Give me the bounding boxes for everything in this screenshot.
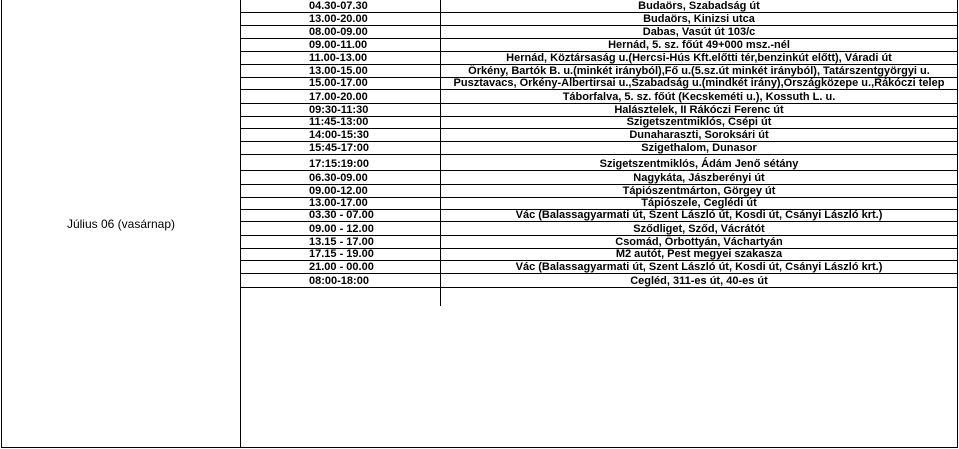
time-text: 08.00-09.00	[309, 26, 368, 38]
time-cell	[241, 117, 440, 129]
time-text: 11:45-13:00	[309, 117, 369, 128]
location-cell	[441, 129, 957, 142]
location-text: Cegléd, 311-es út, 40-es út	[630, 275, 768, 287]
location-cell	[441, 52, 957, 65]
location-cell	[441, 78, 957, 90]
location-cell	[441, 236, 957, 249]
time-text: 09.00-11.00	[309, 39, 368, 51]
time-cell	[241, 78, 440, 90]
time-text: 14:00-15:30	[309, 129, 369, 141]
location-cell	[441, 117, 957, 129]
time-cell	[241, 155, 440, 171]
location-text: Pusztavacs, Örkény-Albertirsai u.,Szabadság u.(mindkét irány),Országközepe u.,Rákóczi telep	[453, 78, 945, 89]
time-text: 11.00-13.00	[309, 52, 368, 64]
date-label: Július 06 (vasárnap)	[66, 216, 176, 231]
time-cell	[241, 39, 440, 52]
location-cell	[441, 185, 957, 198]
time-cell	[241, 104, 440, 117]
time-cell	[241, 261, 440, 274]
time-text: 03.30 - 07.00	[309, 210, 374, 221]
time-cell	[241, 13, 440, 26]
time-cell	[241, 171, 440, 185]
time-column	[241, 0, 441, 306]
location-text: Táborfalva, 5. sz. főút (Kecskeméti u.), Kossuth L. u.	[562, 91, 836, 103]
time-text: 21.00 - 00.00	[309, 261, 374, 273]
time-cell	[241, 185, 440, 198]
time-cell	[241, 198, 440, 210]
location-cell	[441, 249, 957, 261]
location-text: Tápiószentmárton, Görgey út	[622, 185, 776, 197]
location-cell	[441, 155, 957, 171]
location-cell	[441, 274, 957, 288]
location-text: Vác (Balassagyarmati út, Szent László út, Kosdi út, Csányi László krt.)	[515, 210, 883, 221]
location-cell	[441, 142, 957, 155]
location-text: Dunaharaszti, Soroksári út	[629, 129, 769, 141]
time-text: 09.00 - 12.00	[309, 223, 374, 235]
location-text: Nagykáta, Jászberényi út	[633, 172, 765, 184]
time-cell	[241, 52, 440, 65]
time-text: 04.30-07.30	[309, 0, 368, 12]
time-text: 09.00-12.00	[309, 185, 368, 197]
location-text: Hernád, Köztársaság u.(Hercsi-Hús Kft.előtti tér,benzinkút előtt), Váradi út	[506, 52, 892, 64]
location-text: Szigetszentmiklós, Ádám Jenő sétány	[599, 158, 799, 170]
time-text: 17:15:19:00	[309, 158, 369, 170]
location-text: Vác (Balassagyarmati út, Szent László út, Kosdi út, Csányi László krt.)	[515, 261, 883, 273]
location-cell	[441, 13, 957, 26]
location-text: Örkény, Bartók B. u.(minkét irányból),Fő u.(5.sz.út minkét irányból), Tatárszentgyörgyi u.	[468, 65, 930, 77]
location-text: Halásztelek, II Rákóczi Ferenc út	[614, 104, 784, 116]
location-cell	[441, 171, 957, 185]
location-text: Budaörs, Kinizsi utca	[643, 13, 755, 25]
location-text: Budaörs, Szabadság út	[638, 0, 760, 12]
time-cell	[241, 222, 440, 236]
location-text: Szigethalom, Dunasor	[641, 142, 757, 154]
time-cell	[241, 249, 440, 261]
location-text: Hernád, 5. sz. főút 49+000 msz.-nél	[608, 39, 790, 51]
table-border	[241, 447, 958, 448]
time-text: 13.15 - 17.00	[309, 236, 374, 248]
time-text: 08:00-18:00	[309, 275, 369, 287]
time-text: 15.00-17.00	[309, 78, 368, 89]
location-cell	[441, 39, 957, 52]
time-cell	[241, 0, 440, 13]
location-text: Szigetszentmiklós, Csépi út	[626, 117, 772, 128]
location-text: M2 autót, Pest megyei szakasza	[615, 249, 783, 260]
time-text: 13.00-17.00	[309, 198, 368, 209]
location-text: Tápiószele, Ceglédi út	[641, 198, 757, 209]
time-text: 13.00-20.00	[309, 13, 368, 25]
time-cell	[241, 90, 440, 104]
location-cell	[441, 65, 957, 78]
location-cell	[441, 26, 957, 39]
time-text: 13.00-15.00	[309, 65, 368, 77]
location-column	[441, 0, 958, 306]
table-border	[957, 306, 958, 448]
time-text: 06.30-09.00	[309, 172, 368, 184]
location-text: Csomád, Őrbottyán, Váchartyán	[615, 236, 783, 248]
location-cell	[441, 198, 957, 210]
location-cell	[441, 90, 957, 104]
time-cell	[241, 236, 440, 249]
time-text: 09:30-11:30	[309, 104, 369, 116]
time-text: 17.15 - 19.00	[309, 249, 374, 260]
location-cell	[441, 0, 957, 13]
time-text: 15:45-17:00	[309, 142, 369, 154]
location-text: Sződliget, Sződ, Vácrátót	[633, 223, 765, 235]
date-cell	[1, 0, 241, 448]
location-cell	[441, 104, 957, 117]
time-cell	[241, 26, 440, 39]
time-cell	[241, 65, 440, 78]
time-cell	[241, 129, 440, 142]
time-text: 17.00-20.00	[309, 91, 368, 103]
time-cell	[241, 142, 440, 155]
location-cell	[441, 222, 957, 236]
time-cell	[241, 274, 440, 288]
location-cell	[441, 261, 957, 274]
time-cell	[241, 210, 440, 222]
location-cell	[441, 210, 957, 222]
location-text: Dabas, Vasút út 103/c	[642, 26, 756, 38]
